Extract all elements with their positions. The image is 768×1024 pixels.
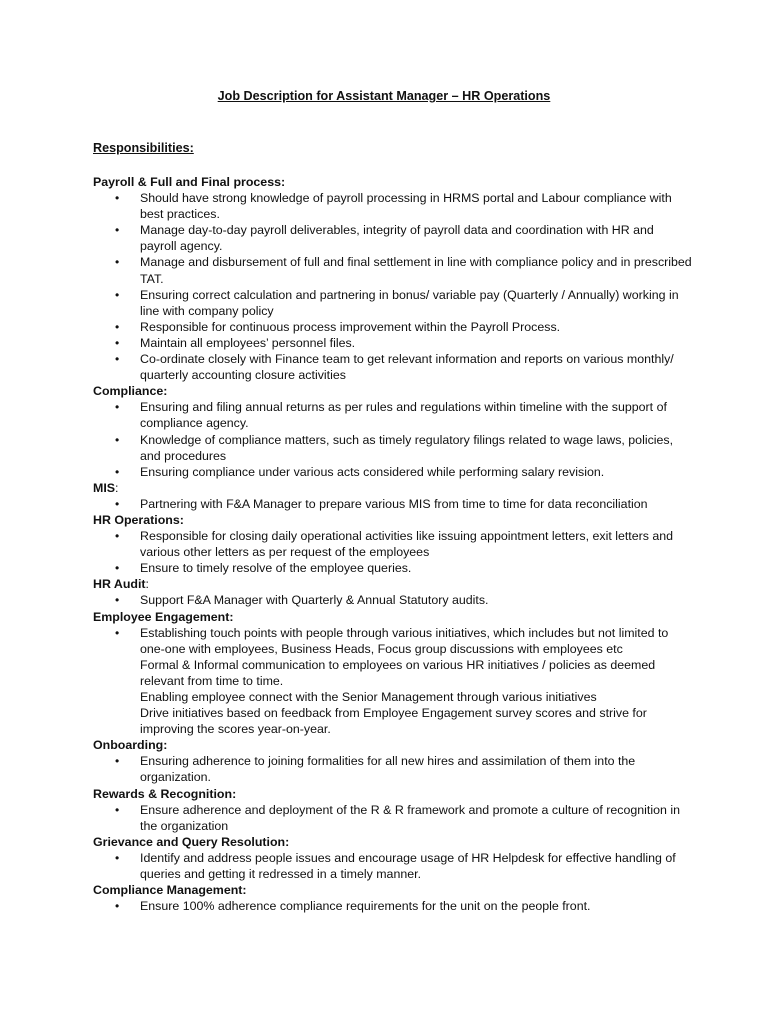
list-item-continuation: Enabling employee connect with the Senior Management through various initiatives <box>140 690 597 704</box>
list-item: • Ensuring compliance under various acts considered while performing salary revision. <box>93 464 693 480</box>
list-item-continuation: Drive initiatives based on feedback from Employee Engagement survey scores and strive for improving the scores year-on-year. <box>140 706 647 737</box>
section-item-list <box>93 399 693 479</box>
section-title-text: MIS <box>93 480 116 495</box>
section-item-list <box>93 753 693 785</box>
section-title <box>93 786 693 802</box>
list-item: • Ensuring correct calculation and partnering in bonus/ variable pay (Quarterly / Annually) working in line with company policy <box>93 287 693 319</box>
section-title <box>93 882 693 898</box>
section-title <box>93 834 693 850</box>
section-item-list <box>93 898 693 914</box>
section-title-text: Compliance: <box>93 384 168 399</box>
list-item: • Support F&A Manager with Quarterly & Annual Statutory audits. <box>93 592 693 608</box>
section-title-text: Payroll & Full and Final process: <box>93 175 286 189</box>
section-title <box>93 480 693 496</box>
section-item-list <box>93 592 693 608</box>
list-item: • Ensuring and filing annual returns as per rules and regulations within timeline with the support of compliance agency. <box>93 399 693 431</box>
list-item: • Should have strong knowledge of payroll processing in HRMS portal and Labour compliance with best practices. <box>93 190 693 222</box>
section-title <box>93 174 693 190</box>
section-title-text: HR Audit <box>93 577 146 592</box>
section-item-list <box>93 850 693 882</box>
list-item-continuation: Formal & Informal communication to employees on various HR initiatives / policies as deemed relevant from time to time. <box>140 657 656 688</box>
section-title-colon: : <box>115 480 119 495</box>
list-item: • Ensuring adherence to joining formalities for all new hires and assimilation of them into the organization. <box>93 753 693 785</box>
list-item: • Knowledge of compliance matters, such as timely regulatory filings related to wage laws, policies, and procedures <box>93 432 693 464</box>
document-title: Job Description for Assistant Manager – HR Operations <box>217 89 551 103</box>
section-item-list <box>93 802 693 834</box>
list-item: • Manage and disbursement of full and final settlement in line with compliance policy and in prescribed TAT. <box>93 254 693 286</box>
section-title-text: Grievance and Query Resolution: <box>93 834 290 849</box>
section-title-text: Compliance Management: <box>93 883 247 898</box>
section-item-list <box>93 625 693 738</box>
list-item: • Manage day-to-day payroll deliverables, integrity of payroll data and coordination with HR and payroll agency. <box>93 222 693 254</box>
section-title <box>93 737 693 753</box>
section-title <box>93 576 693 592</box>
responsibilities-heading: Responsibilities: <box>93 141 194 155</box>
section-item-list <box>93 190 693 383</box>
section-title-text: Onboarding: <box>93 738 168 753</box>
section-title-text: HR Operations: <box>93 512 184 527</box>
section-item-list <box>93 496 693 512</box>
list-item: • Ensure adherence and deployment of the R & R framework and promote a culture of recognition in the organization <box>93 802 693 834</box>
list-item: • Partnering with F&A Manager to prepare various MIS from time to time for data reconciliation <box>93 496 693 512</box>
section-title <box>93 383 693 399</box>
section-title-colon: : <box>145 577 149 592</box>
section-item-list <box>93 528 693 576</box>
list-item: • Maintain all employees’ personnel files. <box>93 335 693 351</box>
section-title <box>93 609 693 625</box>
list-item: • Responsible for closing daily operational activities like issuing appointment letters, exit letters and various other letters as per request of the employees <box>93 528 693 560</box>
list-item: • Responsible for continuous process improvement within the Payroll Process. <box>93 319 693 335</box>
list-item: • Ensure to timely resolve of the employee queries. <box>93 560 693 576</box>
list-item: • Establishing touch points with people through various initiatives, which includes but not limited to one-one with employees, Business Heads, Focus group discussions with employees etc <box>93 625 693 657</box>
list-item: • Ensure 100% adherence compliance requirements for the unit on the people front. <box>93 898 693 914</box>
list-item: • Identify and address people issues and encourage usage of HR Helpdesk for effective handling of queries and getting it redressed in a timely manner. <box>93 850 693 882</box>
section-title-text: Employee Engagement: <box>93 609 234 624</box>
responsibilities-list <box>93 174 693 914</box>
list-item: • Co-ordinate closely with Finance team to get relevant information and reports on various monthly/ quarterly accounting closure activities <box>93 351 693 383</box>
section-title-text: Rewards & Recognition: <box>93 786 237 801</box>
section-title <box>93 512 693 528</box>
